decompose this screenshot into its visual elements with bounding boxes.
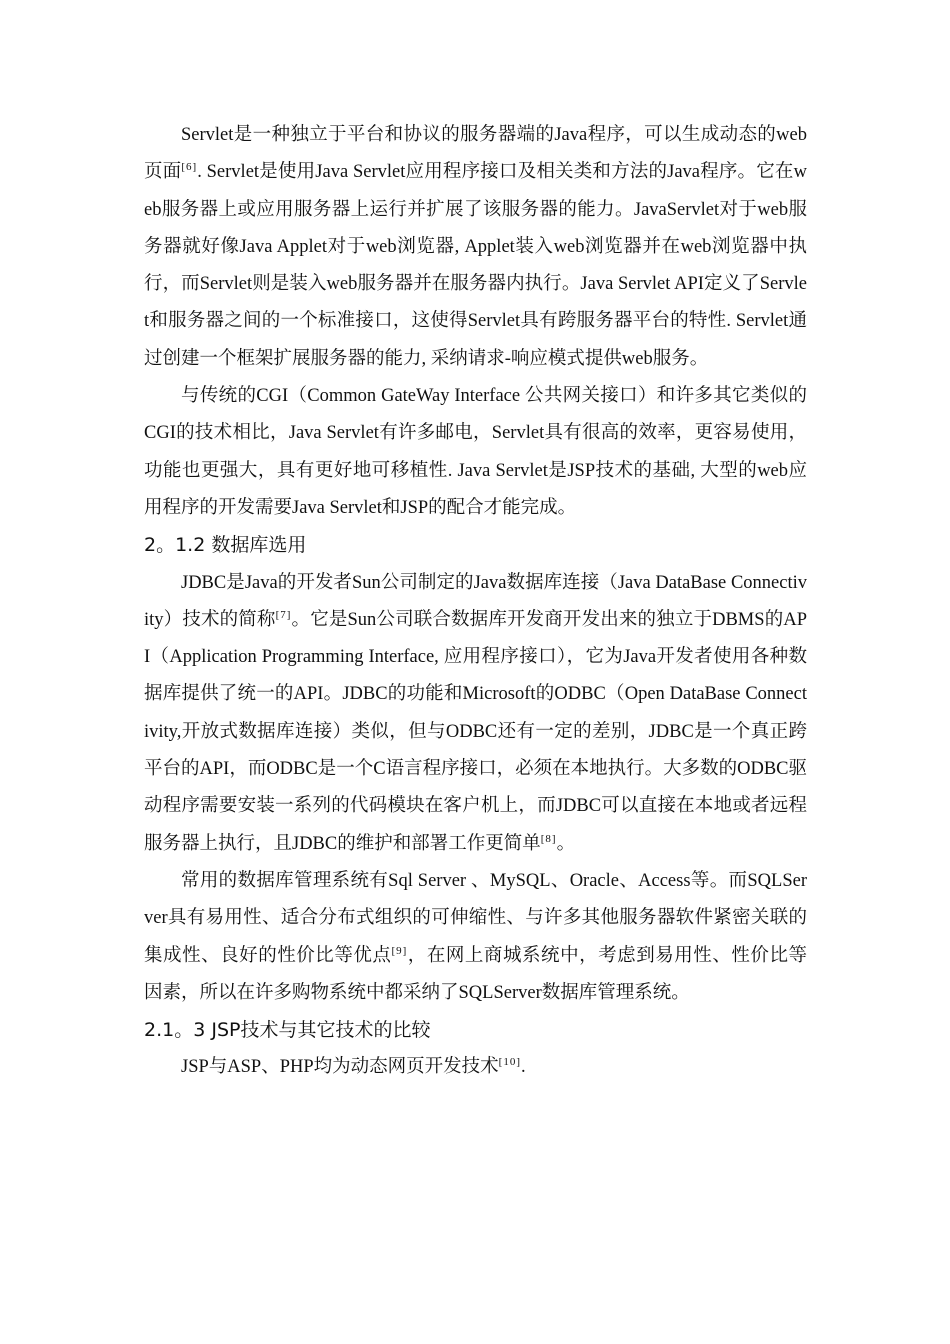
paragraph-text: ，在网上商城系统中，考虑到易用性、性价比等因素，所以在许多购物系统中都采纳了SQLServer数据库管理系统。 [144,945,807,1003]
paragraph-servlet-intro [144,117,807,378]
paragraph-text: JSP与ASP、PHP均为动态网页开发技术 [181,1057,499,1078]
paragraph-dbms-choice [144,863,807,1012]
paragraph-text: 与传统的CGI（Common GateWay Interface 公共网关接口）和许多其它类似的CGI的技术相比，Java Servlet有许多邮电，Servlet具有很高的效率，更容易使用，功能也更强大，具有更好地可移植性. Java Servlet是JSP技术的基础, 大型的web应用程序的开发需要Java Servlet和JSP的配合才能完成。 [144,386,807,518]
paragraph-text: JDBC是Java的开发者Sun公司制定的Java数据库连接（Java DataBase Connectivity）技术的简称 [144,572,807,630]
paragraph-text: . Servlet是使用Java Servlet应用程序接口及相关类和方法的Java程序。它在web服务器上或应用服务器上运行并扩展了该服务器的能力。JavaServlet对于web服务器就好像Java Applet对于web浏览器, Applet装入web浏览器并在web浏览器中执行，而Servlet则是装入web服务器并在服务器内执行。Java Servlet API定义了Servlet和服务器之间的一个标准接口，这使得Servlet具有跨服务器平台的特性. Servlet通过创建一个框架扩展服务器的能力, 采纳请求-响应模式提供web服务。 [144,162,807,369]
citation-marker: [9] [391,944,408,957]
document-body [144,117,807,1087]
citation-marker: [10] [498,1056,521,1069]
section-heading-database: 2。1.2 数据库选用 [144,534,307,557]
paragraph-text: . [520,1057,526,1078]
section-heading-jsp-comparison: 2.1。3 JSP技术与其它技术的比较 [144,1019,431,1042]
paragraph-text: 。 [556,833,576,854]
paragraph-jdbc [144,565,807,863]
paragraph-text: Servlet是一种独立于平台和协议的服务器端的Java程序，可以生成动态的web页面 [144,125,807,183]
citation-marker: [6] [181,161,198,174]
paragraph-jsp-asp-php [144,1049,807,1086]
paragraph-servlet-cgi-comparison [144,378,807,527]
citation-marker: [8] [540,832,557,845]
citation-marker: [7] [275,608,292,621]
paragraph-text: 。它是Sun公司联合数据库开发商开发出来的独立于DBMS的API（Application Programming Interface, 应用程序接口），它为Java开发者使用各种数据库提供了统一的API。JDBC的功能和Microsoft的ODBC（Open DataBase Connectivity,开放式数据库连接）类似，但与ODBC还有一定的差别，JDBC是一个真正跨平台的API，而ODBC是一个C语言程序接口，必须在本地执行。大多数的ODBC驱动程序需要安装一系列的代码模块在客户机上，而JDBC可以直接在本地或者远程服务器上执行，且JDBC的维护和部署工作更简单 [144,609,807,854]
paragraph-text: 常用的数据库管理系统有Sql Server 、MySQL、Oracle、Access等。而SQLServer具有易用性、适合分布式组织的可伸缩性、与许多其他服务器软件紧密关联的集成性、良好的性价比等优点 [144,870,807,966]
